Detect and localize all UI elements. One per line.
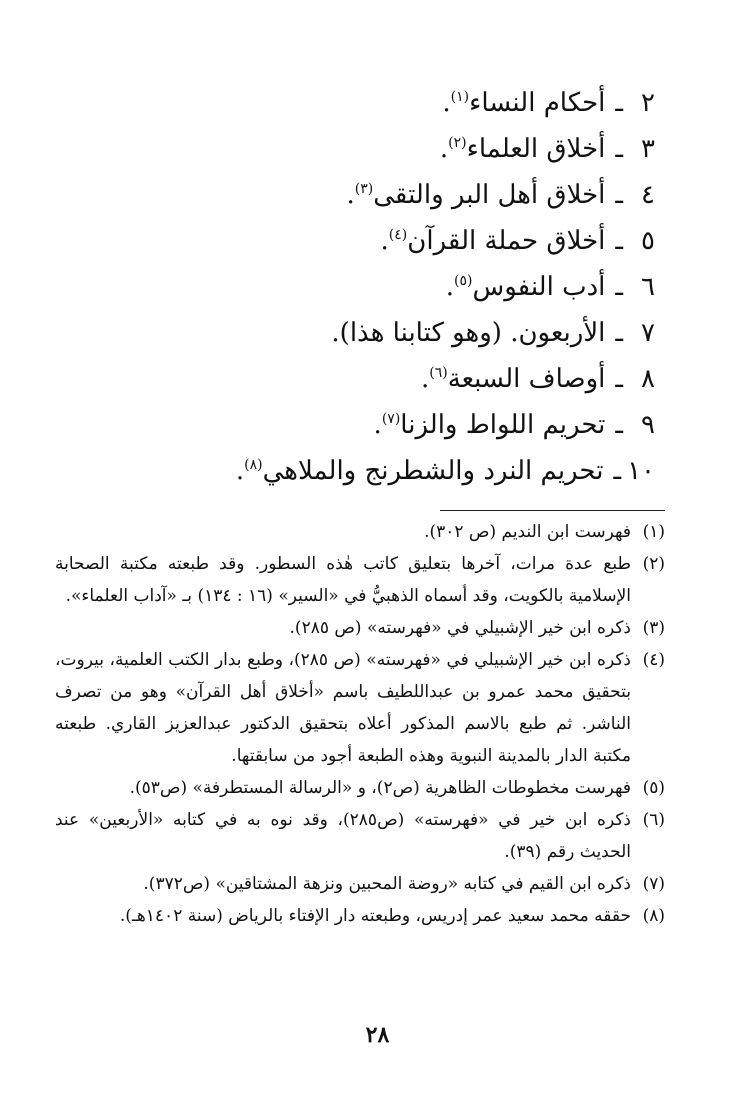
footnotes [55,516,665,932]
work-item: ٦ـأدب النفوس$^{(٥)}$. [95,264,655,310]
work-title: أحكام النساء [469,88,606,118]
work-end: . [420,364,430,394]
work-title: تحريم النرد والشطرنج والملاهي [262,456,604,486]
work-item: ٤ـأخلاق أهل البر والتقى$^{(٣)}$. [95,172,655,218]
footnote [55,772,665,804]
work-end: . [235,456,245,486]
work-number: ٢ [641,88,655,118]
work-number: ٧ [641,318,655,348]
work-end: . [346,180,355,210]
work-end: . [380,226,389,256]
work-end: . [439,134,449,164]
work-end: . [373,410,382,440]
footnote-text: طبع عدة مرات، آخرها بتعليق كاتب هٰذه السطور. وقد طبعته مكتبة الصحابة الإسلامية بالكويت، وقد أسماه الذهبيُّ في «السير» (١٦ : ١٣٤) بـ «آداب العلماء». [55,554,631,606]
footnote-number: (١) [642,522,665,542]
footnote-text: فهرست ابن النديم (ص ٣٠٢). [424,522,631,542]
work-item: ١٠ـتحريم النرد والشطرنج والملاهي$^{(٨)}$. [95,448,655,494]
work-end: . [445,272,455,302]
footnote-ref: (٤) [388,227,408,243]
footnote-number: (٢) [642,554,665,574]
footnote-ref: (٢) [448,135,467,151]
work-title: أخلاق العلماء [466,134,606,164]
footnote-ref: (٥) [454,273,473,289]
footnote-text: ذكره ابن القيم في كتابه «روضة المحبين ونزهة المشتاقين» (ص٣٧٢). [143,874,631,894]
work-number: ١٠ [627,456,655,486]
footnote-ref: (٧) [381,411,401,427]
works-list [95,80,655,494]
work-title: أخلاق حملة القرآن [407,226,606,256]
footnote [55,516,665,548]
footnote-ref: (١) [450,89,470,105]
work-title: الأربعون. (وهو كتابنا هذا). [331,318,606,348]
footnote [55,612,665,644]
work-item: ٨ـأوصاف السبعة$^{(٦)}$. [95,356,655,402]
footnote-text: حققه محمد سعيد عمر إدريس، وطبعته دار الإفتاء بالرياض (سنة ١٤٠٢هـ). [119,906,631,926]
footnote [55,644,665,772]
work-item: ٢ـأحكام النساء$^{(١)}$. [95,80,655,126]
work-item: ٣ـأخلاق العلماء$^{(٢)}$. [95,126,655,172]
work-end: . [442,88,451,118]
footnote-text: فهرست مخطوطات الظاهرية (ص٢)، و «الرسالة المستطرفة» (ص٥٣). [129,778,631,798]
work-title: تحريم اللواط والزنا [400,410,606,440]
work-title: أدب النفوس [472,272,606,302]
footnote-number: (٨) [642,906,665,926]
footnote-number: (٣) [642,618,665,638]
footnote [55,900,665,932]
work-number: ٣ [641,134,655,164]
footnote-number: (٥) [642,778,665,798]
footnote-text: ذكره ابن خير الإشبيلي في «فهرسته» (ص ٢٨٥). [289,618,631,638]
work-item: ٩ـتحريم اللواط والزنا$^{(٧)}$. [95,402,655,448]
footnote [55,868,665,900]
footnote-number: (٧) [642,874,665,894]
work-number: ٥ [641,226,655,256]
page-number: ٢٨ [365,1022,390,1048]
work-number: ٩ [641,410,655,440]
work-title: أوصاف السبعة [447,364,606,394]
footnote-text: ذكره ابن خير في «فهرسته» (ص٢٨٥)، وقد نوه به في كتابه «الأربعين» عند الحديث رقم (٣٩). [55,810,631,862]
footnote-number: (٤) [642,650,665,670]
footnote-ref: (٦) [429,365,448,381]
work-item: ٧ـالأربعون. (وهو كتابنا هذا). [95,310,655,356]
footnote-number: (٦) [642,810,665,830]
footnote-text: ذكره ابن خير الإشبيلي في «فهرسته» (ص ٢٨٥)، وطبع بدار الكتب العلمية، بيروت، بتحقيق محمد عمرو بن عبداللطيف باسم «أخلاق أهل القرآن» وهو من تصرف الناشر. ثم طبع بالاسم المذكور أعلاه بتحقيق الدكتور عبدالعزيز القاري. طبعته مكتبة الدار بالمدينة النبوية وهذه الطبعة أجود من سابقتها. [55,650,631,766]
footnote-ref: (٣) [354,181,374,197]
footnote [55,804,665,868]
footnote-divider [440,510,665,511]
footnote-ref: (٨) [244,457,263,473]
work-item: ٥ـأخلاق حملة القرآن$^{(٤)}$. [95,218,655,264]
footnote [55,548,665,612]
work-number: ٨ [641,364,655,394]
work-title: أخلاق أهل البر والتقى [373,180,606,210]
work-number: ٤ [641,180,655,210]
work-number: ٦ [641,272,655,302]
